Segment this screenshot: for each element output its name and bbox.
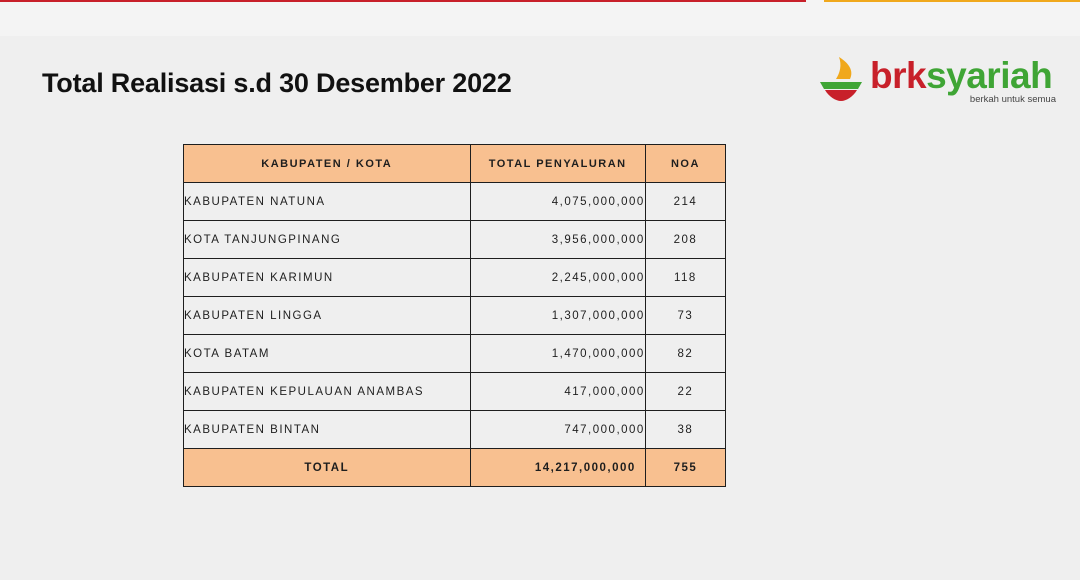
table-row xyxy=(184,259,726,297)
region-name-cell: KABUPATEN LINGGA xyxy=(184,297,471,335)
noa-cell: 118 xyxy=(645,259,725,297)
slide-top-band xyxy=(0,0,1080,36)
table-row xyxy=(184,373,726,411)
region-name-cell: KABUPATEN KEPULAUAN ANAMBAS xyxy=(184,373,471,411)
amount-cell: 3,956,000,000 xyxy=(470,221,645,259)
top-accent-line-red xyxy=(0,0,806,2)
table-row xyxy=(184,183,726,221)
header-total-penyaluran: TOTAL PENYALURAN xyxy=(470,145,645,183)
amount-cell: 4,075,000,000 xyxy=(470,183,645,221)
amount-cell: 747,000,000 xyxy=(470,411,645,449)
realisasi-table xyxy=(183,144,726,487)
brand-suffix: syariah xyxy=(926,55,1053,96)
brand-prefix: brk xyxy=(870,55,927,96)
amount-cell: 2,245,000,000 xyxy=(470,259,645,297)
amount-cell: 1,470,000,000 xyxy=(470,335,645,373)
header-noa: NOA xyxy=(645,145,725,183)
region-name-cell: KOTA BATAM xyxy=(184,335,471,373)
region-name-cell: KABUPATEN KARIMUN xyxy=(184,259,471,297)
brk-syariah-logo xyxy=(818,55,1058,107)
header-kabupaten-kota: KABUPATEN / KOTA xyxy=(184,145,471,183)
noa-cell: 38 xyxy=(645,411,725,449)
region-name-cell: KABUPATEN NATUNA xyxy=(184,183,471,221)
noa-cell: 22 xyxy=(645,373,725,411)
total-noa-cell: 755 xyxy=(645,449,725,487)
table-total-row xyxy=(184,449,726,487)
amount-cell: 417,000,000 xyxy=(470,373,645,411)
amount-cell: 1,307,000,000 xyxy=(470,297,645,335)
table-row xyxy=(184,411,726,449)
top-accent-line-orange xyxy=(824,0,1080,2)
noa-cell: 73 xyxy=(645,297,725,335)
noa-cell: 82 xyxy=(645,335,725,373)
noa-cell: 214 xyxy=(645,183,725,221)
slide-title: Total Realisasi s.d 30 Desember 2022 xyxy=(42,68,512,98)
total-label-cell: TOTAL xyxy=(184,449,471,487)
total-amount-cell: 14,217,000,000 xyxy=(470,449,645,487)
region-name-cell: KOTA TANJUNGPINANG xyxy=(184,221,471,259)
table-header-row xyxy=(184,145,726,183)
table-row xyxy=(184,297,726,335)
table-row xyxy=(184,221,726,259)
noa-cell: 208 xyxy=(645,221,725,259)
table-row xyxy=(184,335,726,373)
brand-wordmark xyxy=(870,57,1052,94)
lamp-logo-icon xyxy=(818,55,864,103)
brand-tagline: berkah untuk semua xyxy=(969,94,1056,105)
region-name-cell: KABUPATEN BINTAN xyxy=(184,411,471,449)
